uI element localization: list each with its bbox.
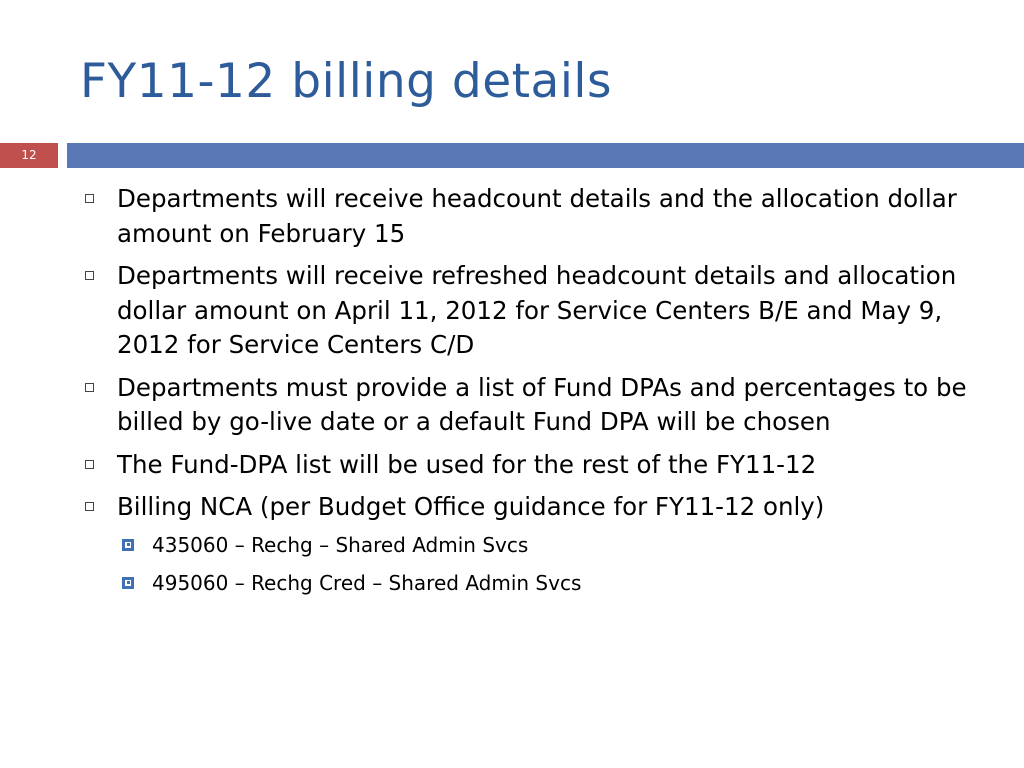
sub-bullet-item xyxy=(82,531,982,559)
bullet-text: Departments will receive refreshed headcount details and allocation dollar amount on April 11, 2012 for Service Centers B/E and May 9, 2012 for Service Centers C/D xyxy=(117,261,957,359)
bullet-item xyxy=(82,259,982,363)
sub-bullet-text: 495060 – Rechg Cred – Shared Admin Svcs xyxy=(152,570,582,595)
sub-bullet-text: 435060 – Rechg – Shared Admin Svcs xyxy=(152,532,529,557)
filled-square-bullet-icon xyxy=(122,577,134,589)
bullet-item xyxy=(82,182,982,251)
bullet-text: Departments will receive headcount details and the allocation dollar amount on February 15 xyxy=(117,184,957,248)
sub-bullet-item xyxy=(82,569,982,597)
bullet-text: Departments must provide a list of Fund DPAs and percentages to be billed by go-live date or a default Fund DPA will be chosen xyxy=(117,372,967,436)
square-bullet-icon xyxy=(85,383,94,392)
filled-square-bullet-icon xyxy=(122,539,134,551)
slide-title: FY11-12 billing details xyxy=(80,54,612,109)
bullet-item xyxy=(82,371,982,440)
bullet-list xyxy=(82,182,982,607)
square-bullet-icon xyxy=(85,460,94,469)
square-bullet-icon xyxy=(85,271,94,280)
bullet-text: Billing NCA (per Budget Office guidance for FY11-12 only) xyxy=(117,492,825,521)
slide-number-badge: 12 xyxy=(0,143,58,168)
bullet-item xyxy=(82,490,982,525)
square-bullet-icon xyxy=(85,502,94,511)
title-divider-bar xyxy=(67,143,1024,168)
bullet-item xyxy=(82,448,982,483)
bullet-text: The Fund-DPA list will be used for the rest of the FY11-12 xyxy=(117,449,817,479)
square-bullet-icon xyxy=(85,194,94,203)
